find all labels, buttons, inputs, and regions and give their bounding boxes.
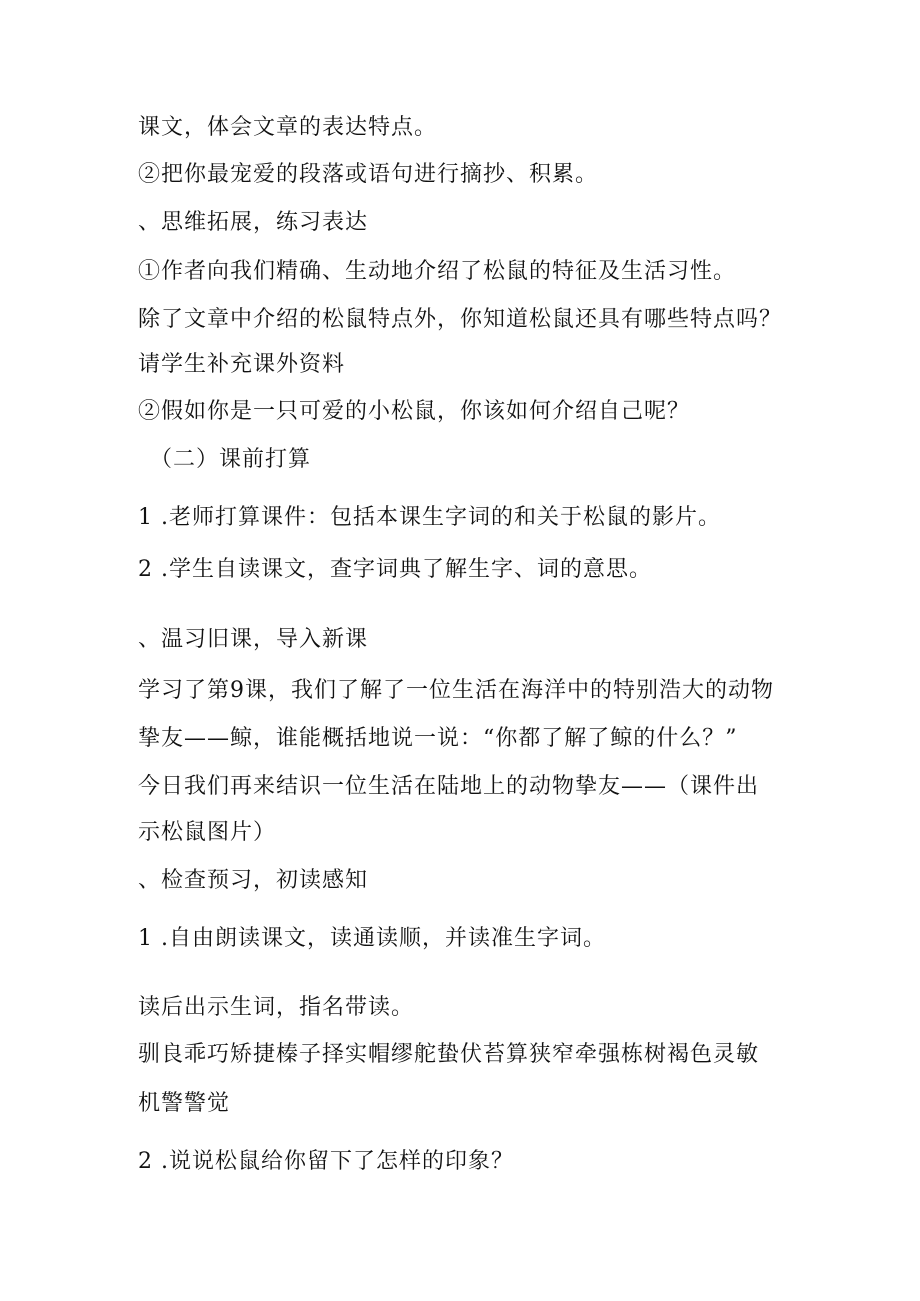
text-line-15: 示松鼠图片） xyxy=(138,820,277,845)
vocabulary-line-1: 驯良乖巧矫捷榛子择实帽缪舵蛰伏苔算狭窄牵强栋树褐色灵敏 xyxy=(138,1042,760,1067)
text-line-17: 1 .自由朗读课文，读通读顺，并读准生字词。 xyxy=(138,926,606,951)
text-line-4: ①作者向我们精确、生动地介绍了松鼠的特征及生活习性。 xyxy=(138,259,737,284)
text-line-1: 课文，体会文章的表达特点。 xyxy=(138,115,438,140)
text-line-6: 请学生补充课外资料 xyxy=(138,352,346,377)
text-line-14: 今日我们再来结识一位生活在陆地上的动物挚友——（课件出 xyxy=(138,774,760,799)
text-line-9: 1 .老师打算课件：包括本课生字词的和关于松鼠的影片。 xyxy=(138,505,721,530)
text-line-18: 读后出示生词，指名带读。 xyxy=(138,995,415,1020)
text-line-7: ②假如你是一只可爱的小松鼠，你该如何介绍自己呢？ xyxy=(138,399,691,424)
text-line-12: 学习了第9课，我们了解了一位生活在海洋中的特别浩大的动物 xyxy=(138,678,774,703)
section-heading-preparation: （二）课前打算 xyxy=(150,447,312,472)
text-line-13: 挚友——鲸，谁能概括地说一说：“你都了解了鲸的什么？” xyxy=(138,726,738,751)
text-line-2: ②把你最宠爱的段落或语句进行摘抄、积累。 xyxy=(138,162,599,187)
vocabulary-line-2: 机警警觉 xyxy=(138,1091,231,1116)
text-line-21: 2 .说说松鼠给你留下了怎样的印象？ xyxy=(138,1149,514,1174)
section-heading-preview-check: 、检查预习，初读感知 xyxy=(138,868,369,893)
section-heading-thinking-expansion: 、思维拓展，练习表达 xyxy=(138,210,369,235)
text-line-10: 2 .学生自读课文，查字词典了解生字、词的意思。 xyxy=(138,557,652,582)
section-heading-review: 、温习旧课，导入新课 xyxy=(138,627,369,652)
text-line-5: 除了文章中介绍的松鼠特点外，你知道松鼠还具有哪些特点吗？ xyxy=(138,307,783,332)
